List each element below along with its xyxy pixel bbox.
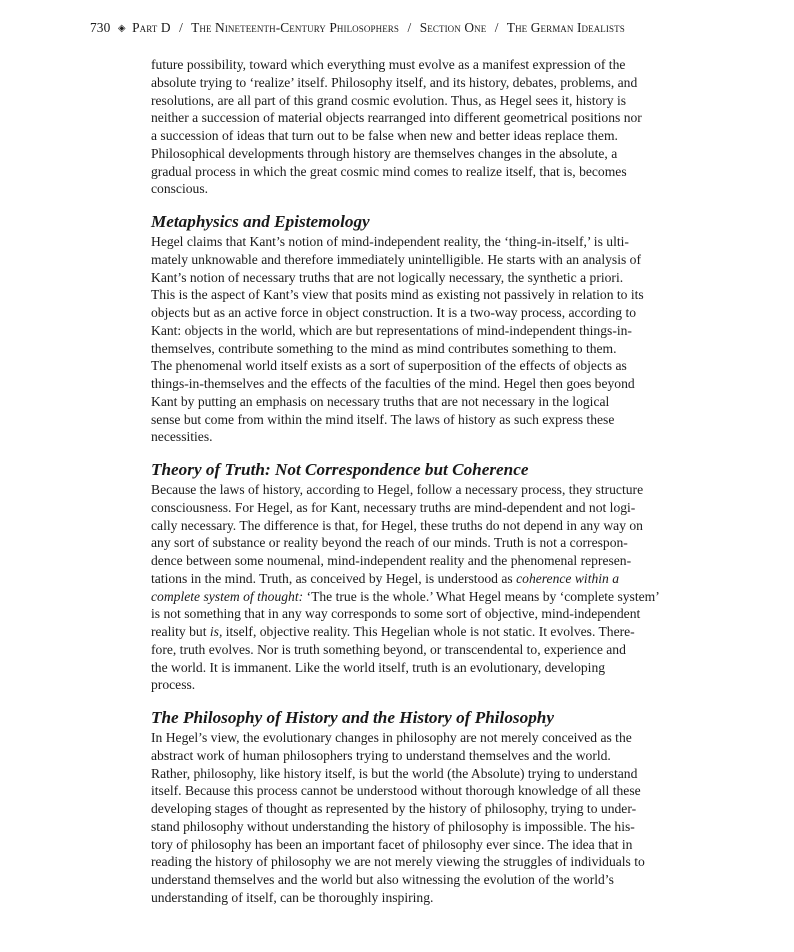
header-separator: / bbox=[179, 20, 183, 35]
text-line: This is the aspect of Kant’s view that posits mind as existing not passively in relation to its bbox=[151, 287, 644, 303]
page-number: 730 bbox=[90, 20, 111, 35]
text-line: tory of philosophy has been an important facet of philosophy ever since. The idea that in bbox=[151, 836, 633, 852]
text-line: resolutions, are all part of this grand cosmic evolution. Thus, as Hegel sees it, history is bbox=[151, 92, 627, 108]
truth-paragraph bbox=[151, 481, 693, 694]
text-line: itself. Because this process cannot be understood without thorough knowledge of all these bbox=[151, 783, 641, 799]
text-line: things-in-themselves and the effects of the faculties of the mind. Hegel then goes beyond bbox=[151, 376, 635, 391]
text-line: consciousness. For Hegel, as for Kant, necessary truths are mind-dependent and not logi- bbox=[151, 499, 636, 515]
text-line: reading the history of philosophy we are not merely viewing the struggles of individuals to bbox=[151, 854, 645, 870]
section-title: The German Idealists bbox=[506, 20, 625, 35]
text-line: Kant: objects in the world, which are but representations of mind-independent things-in- bbox=[151, 322, 632, 338]
text-line bbox=[151, 588, 693, 606]
text-line bbox=[151, 570, 693, 588]
text-line: the world. It is immanent. Like the world itself, truth is an evolutionary, developing bbox=[151, 659, 606, 675]
text-line: necessities. bbox=[151, 429, 213, 445]
text-line: themselves, contribute something to the mind as mind contributes something to them. bbox=[151, 340, 617, 356]
text-line: Hegel claims that Kant’s notion of mind-independent reality, the ‘thing-in-itself,’ is ulti- bbox=[151, 234, 629, 249]
text-line: process. bbox=[151, 677, 196, 693]
text-segment: reality but bbox=[151, 624, 210, 639]
text-segment: ‘The true is the whole.’ What Hegel means by ‘complete system’ bbox=[303, 588, 660, 604]
section-heading-truth: Theory of Truth: Not Correspondence but Coherence bbox=[151, 460, 529, 479]
text-line: fore, truth evolves. Nor is truth something beyond, or transcendental to, experience and bbox=[151, 641, 626, 657]
text-line: is not something that in any way corresponds to some sort of objective, mind-independent bbox=[151, 606, 641, 622]
diamond-ornament-icon: ◈ bbox=[117, 23, 126, 34]
text-line: developing stages of thought as represented by the history of philosophy, trying to under- bbox=[151, 801, 637, 816]
text-line: a succession of ideas that turn out to be false when new and better ideas replace them. bbox=[151, 128, 618, 143]
part-label: Part D bbox=[132, 20, 171, 35]
text-line: conscious. bbox=[151, 181, 209, 197]
text-line: mately unknowable and therefore immediately unintelligible. He starts with an analysis of bbox=[151, 251, 641, 267]
text-line: Kant’s notion of necessary truths that are not logically necessary, the synthetic a priori. bbox=[151, 269, 624, 285]
text-line: dence between some noumenal, mind-independent reality and the phenomenal represen- bbox=[151, 553, 632, 568]
text-line: abstract work of human philosophers trying to understand themselves and the world. bbox=[151, 747, 611, 763]
text-line: understand themselves and the world but also witnessing the evolution of the world’s bbox=[151, 872, 614, 887]
running-header bbox=[90, 19, 730, 38]
text-line: Kant by putting an emphasis on necessary truths that are not necessary in the logical bbox=[151, 393, 610, 409]
text-line: In Hegel’s view, the evolutionary changes in philosophy are not merely conceived as the bbox=[151, 730, 632, 745]
section-heading-history: The Philosophy of History and the History of Philosophy bbox=[151, 708, 554, 727]
text-line: future possibility, toward which everything must evolve as a manifest expression of the bbox=[151, 57, 626, 72]
text-line: stand philosophy without understanding the history of philosophy is impossible. The his- bbox=[151, 818, 635, 834]
header-separator: / bbox=[407, 20, 412, 35]
emphasis-text: complete system of thought: bbox=[151, 588, 304, 604]
text-line: neither a succession of material objects rearranged into different geometrical positions nor bbox=[151, 110, 642, 126]
text-line: absolute trying to ‘realize’ itself. Philosophy itself, and its history, debates, problems, and bbox=[151, 74, 638, 90]
history-paragraph bbox=[151, 729, 693, 907]
text-line: sense but come from within the mind itself. The laws of history as such express these bbox=[151, 411, 615, 427]
main-text bbox=[151, 56, 693, 907]
text-segment: itself, objective reality. This Hegelian whole is not static. It evolves. There- bbox=[222, 624, 635, 639]
text-line: any sort of substance or reality beyond the reach of our minds. Truth is not a correspon- bbox=[151, 535, 628, 551]
intro-paragraph bbox=[151, 56, 693, 198]
text-line: understanding of itself, can be thoroughly inspiring. bbox=[151, 889, 434, 905]
emphasis-text: coherence within a bbox=[516, 570, 620, 586]
header-separator: / bbox=[494, 20, 499, 35]
text-line: Rather, philosophy, like history itself, is but the world (the Absolute) trying to understand bbox=[151, 765, 638, 781]
text-line: Philosophical developments through history are themselves changes in the absolute, a bbox=[151, 145, 618, 161]
metaphysics-paragraph bbox=[151, 233, 693, 446]
emphasis-text: is, bbox=[209, 624, 223, 639]
section-heading-metaphysics: Metaphysics and Epistemology bbox=[151, 212, 370, 231]
text-line: objects but as an active force in object construction. It is a two-way process, according to bbox=[151, 305, 637, 320]
section-label: Section One bbox=[419, 20, 487, 35]
text-segment: tations in the mind. Truth, as conceived by Hegel, is understood as bbox=[151, 570, 517, 586]
part-title: The Nineteenth-Century Philosophers bbox=[191, 20, 399, 35]
text-line: gradual process in which the great cosmic mind comes to realize itself, that is, becomes bbox=[151, 163, 627, 179]
text-line: cally necessary. The difference is that, for Hegel, these truths do not depend in any way on bbox=[151, 517, 643, 533]
text-line: The phenomenal world itself exists as a sort of superposition of the effects of objects as bbox=[151, 358, 627, 374]
text-line bbox=[151, 623, 693, 641]
text-line: Because the laws of history, according to Hegel, follow a necessary process, they structure bbox=[151, 482, 644, 497]
